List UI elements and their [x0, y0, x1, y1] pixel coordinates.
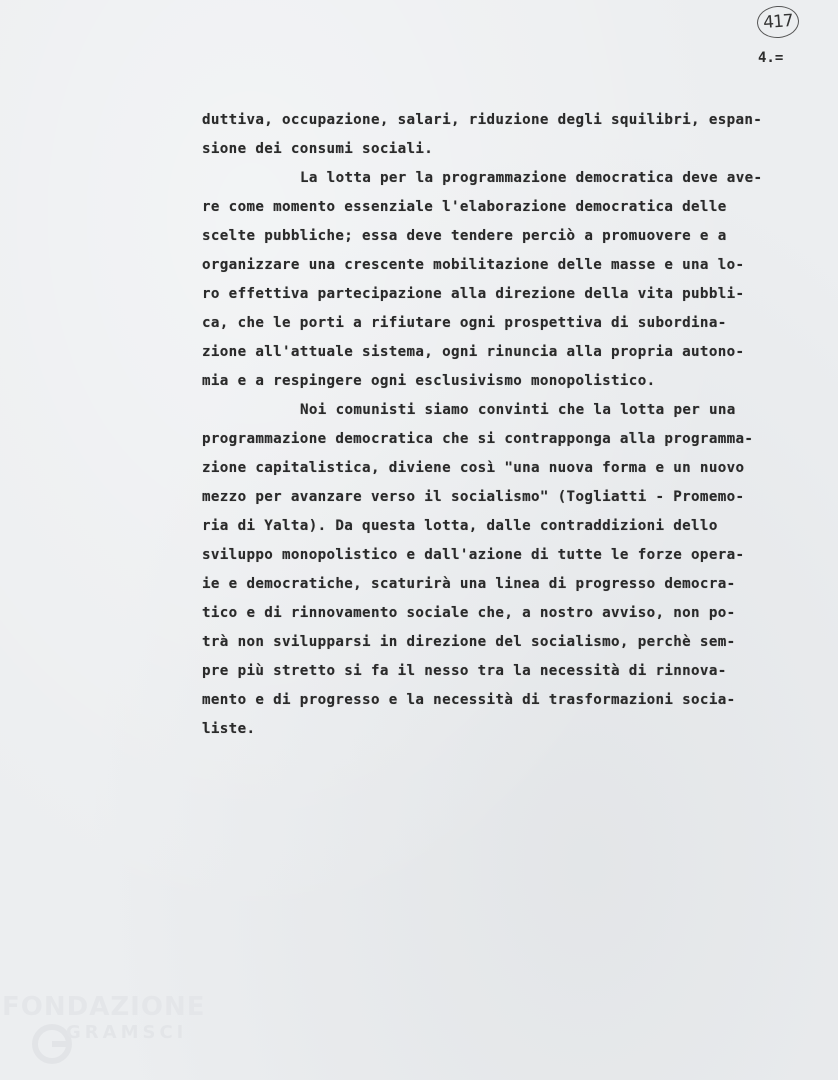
text-line: pre più stretto si fa il nesso tra la necessità di rinnova-: [202, 663, 727, 679]
text-line: trà non svilupparsi in direzione del socialismo, perchè sem-: [202, 634, 736, 650]
watermark-text-fondazione: FONDAZIONE: [2, 992, 206, 1022]
text-line: re come momento essenziale l'elaborazione democratica delle: [202, 199, 727, 215]
text-line: sione dei consumi sociali.: [202, 141, 434, 157]
text-line: ro effettiva partecipazione alla direzione della vita pubbli-: [202, 286, 745, 302]
text-line: ria di Yalta). Da questa lotta, dalle contraddizioni dello: [202, 518, 718, 534]
watermark-logo: [2, 992, 232, 1072]
archive-number-stamp: 417: [756, 5, 800, 40]
text-line: mia e a respingere ogni esclusivismo monopolistico.: [202, 373, 656, 389]
text-line: mento e di progresso e la necessità di trasformazioni socia-: [202, 692, 736, 708]
text-line: ie e democratiche, scaturirà una linea di progresso democra-: [202, 576, 736, 592]
text-line: scelte pubbliche; essa deve tendere perciò a promuovere e a: [202, 228, 727, 244]
text-line: programmazione democratica che si contrapponga alla programma-: [202, 431, 754, 447]
text-line: Noi comunisti siamo convinti che la lotta per una: [300, 402, 736, 418]
text-line: La lotta per la programmazione democratica deve ave-: [300, 170, 763, 186]
page-number: 4.=: [758, 50, 784, 66]
text-line: duttiva, occupazione, salari, riduzione degli squilibri, espan-: [202, 112, 763, 128]
text-line: zione all'attuale sistema, ogni rinuncia alla propria autono-: [202, 344, 745, 360]
text-line: liste.: [202, 721, 256, 737]
text-line: sviluppo monopolistico e dall'azione di tutte le forze opera-: [202, 547, 745, 563]
text-line: mezzo per avanzare verso il socialismo" (Togliatti - Promemo-: [202, 489, 745, 505]
text-line: zione capitalistica, diviene così "una nuova forma e un nuovo: [202, 460, 745, 476]
text-line: tico e di rinnovamento sociale che, a nostro avviso, non po-: [202, 605, 736, 621]
watermark-text-gramsci: GRAMSCI: [66, 1022, 188, 1043]
text-line: organizzare una crescente mobilitazione delle masse e una lo-: [202, 257, 745, 273]
typewritten-text-body: [202, 106, 802, 744]
text-line: ca, che le porti a rifiutare ogni prospettiva di subordina-: [202, 315, 727, 331]
